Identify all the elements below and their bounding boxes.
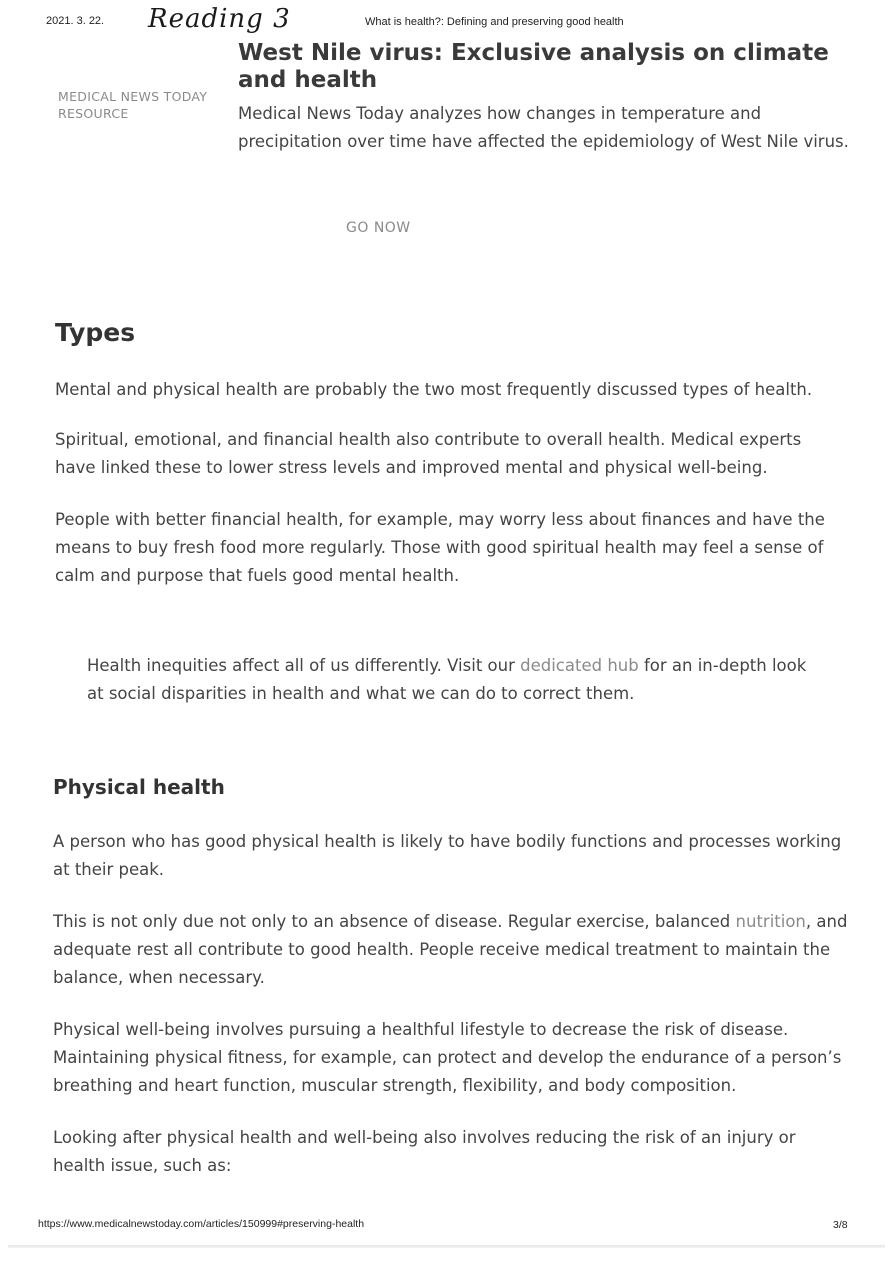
print-footer-url: https://www.medicalnewstoday.com/articles/150999#preserving-health [38, 1218, 365, 1230]
promo-description: Medical News Today analyzes how changes in temperature and precipitation over time have affected the epidemiology of West Nile virus. [238, 104, 849, 151]
physical-p2-after: , and adequate rest all contribute to good health. People receive medical treatment to maintain the balance, when necessary. [53, 912, 848, 987]
go-now-button[interactable]: GO NOW [346, 220, 411, 236]
callout-text-before: Health inequities affect all of us differently. Visit our [87, 656, 521, 675]
print-date: 2021. 3. 22. [46, 15, 105, 27]
promo-title-link[interactable]: West Nile virus: Exclusive analysis on climate and health [238, 40, 829, 93]
nutrition-link[interactable]: nutrition [735, 912, 806, 931]
print-page-title: What is health?: Defining and preserving good health [365, 16, 624, 28]
promo-source-label: MEDICAL NEWS TODAY RESOURCE [58, 89, 208, 121]
physical-p2-before: This is not only due not only to an absence of disease. Regular exercise, balanced [53, 912, 736, 931]
physical-paragraph-2 [53, 908, 853, 992]
physical-health-heading: Physical health [53, 775, 225, 799]
callout-text-after: for an in-depth look at social disparities in health and what we can do to correct them. [87, 656, 807, 703]
types-paragraph-2: Spiritual, emotional, and financial health also contribute to overall health. Medical experts have linked these to lower stress levels and improved mental and physical well-being. [55, 430, 802, 477]
types-paragraph-1: Mental and physical health are probably the two most frequently discussed types of health. [55, 380, 813, 399]
types-heading: Types [55, 318, 136, 347]
types-paragraph-3: People with better financial health, for example, may worry less about finances and have the means to buy fresh food more regularly. Those with good spiritual health may feel a sense of calm and purpose that fuels good mental health. [55, 510, 825, 585]
print-page-number: 3/8 [833, 1219, 848, 1231]
physical-paragraph-3: Physical well-being involves pursuing a healthful lifestyle to decrease the risk of disease. Maintaining physical fitness, for example, can protect and develop the endurance of a person’s breathing and heart function, muscular strength, flexibility, and body composition. [53, 1020, 842, 1095]
handwritten-note: Reading 3 [148, 4, 291, 34]
health-inequities-callout [87, 652, 827, 708]
scan-edge-divider [8, 1245, 885, 1248]
physical-paragraph-1: A person who has good physical health is likely to have bodily functions and processes working at their peak. [53, 832, 842, 879]
physical-paragraph-4: Looking after physical health and well-being also involves reducing the risk of an injury or health issue, such as: [53, 1128, 796, 1175]
dedicated-hub-link[interactable]: dedicated hub [520, 656, 639, 675]
